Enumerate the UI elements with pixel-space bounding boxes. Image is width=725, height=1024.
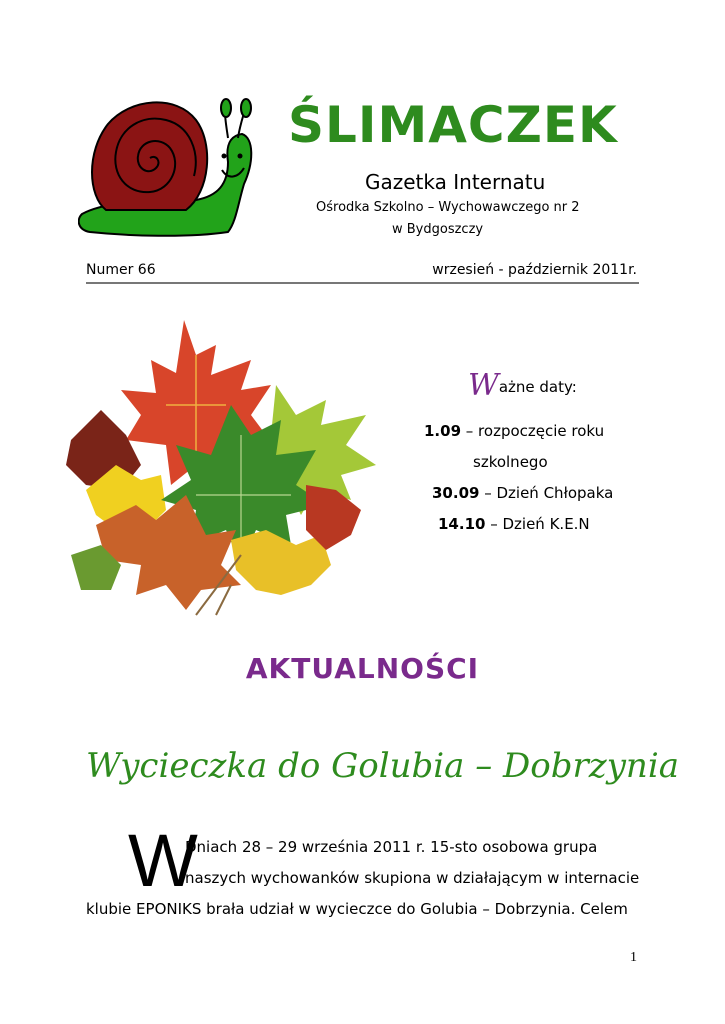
heading-rest: ażne daty: — [498, 378, 577, 396]
date-item — [432, 484, 613, 502]
date-item — [438, 515, 590, 533]
date-description: – rozpoczęcie roku — [461, 422, 605, 440]
date-description: – Dzień Chłopaka — [479, 484, 614, 502]
important-dates-heading — [468, 368, 577, 403]
newsletter-subtitle: Gazetka Internatu — [365, 170, 546, 194]
date-description: – Dzień K.E.N — [485, 515, 590, 533]
date-value: 30.09 — [432, 484, 480, 502]
issue-date: wrzesień - październik 2011r. — [432, 262, 637, 278]
autumn-leaves-image — [66, 315, 386, 625]
date-value: 1.09 — [424, 422, 462, 440]
date-item — [424, 422, 604, 440]
snail-logo — [78, 92, 254, 240]
date-description: szkolnego — [473, 453, 548, 471]
organization-line-1: Ośrodka Szkolno – Wychowawczego nr 2 — [316, 200, 580, 215]
article-line: klubie EPONIKS brała udział w wycieczce do Golubia – Dobrzynia. Celem — [86, 900, 628, 918]
issue-number: Numer 66 — [86, 262, 156, 278]
drop-cap: W — [128, 819, 198, 902]
date-item — [473, 453, 548, 471]
newsletter-title: ŚLIMACZEK — [288, 96, 618, 154]
date-value: 14.10 — [438, 515, 486, 533]
article-line: naszych wychowanków skupiona w działającym w internacie — [185, 869, 640, 887]
article-title: Wycieczka do Golubia – Dobrzynia — [86, 746, 679, 786]
organization-line-2: w Bydgoszczy — [392, 222, 484, 237]
page-number: 1 — [630, 950, 637, 965]
header-divider — [86, 282, 639, 284]
heading-initial: W — [468, 368, 499, 403]
section-title: AKTUALNOŚCI — [245, 652, 480, 685]
article-line: Dniach 28 – 29 września 2011 r. 15-sto osobowa grupa — [185, 838, 598, 856]
